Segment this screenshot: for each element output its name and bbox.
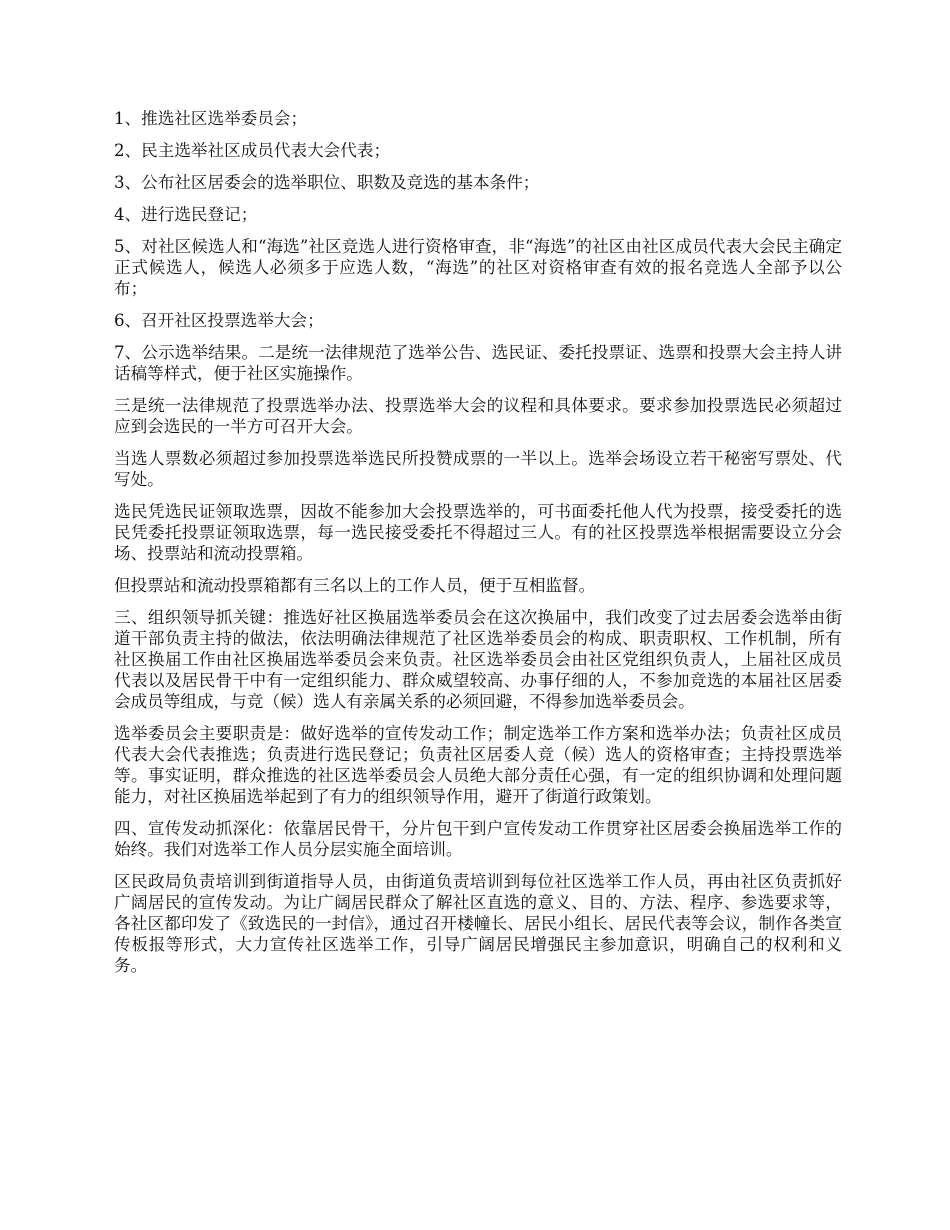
paragraph-2: 2、民主选举社区成员代表大会代表； [114, 141, 391, 160]
paragraph-8: 三是统一法律规范了投票选举办法、投票选举大会的议程和具体要求。要求参加投票选民必须超过应到会选民的一半方可召开大会。 [114, 396, 842, 436]
document-body [114, 108, 842, 987]
paragraph-4: 4、进行选民登记； [114, 205, 258, 224]
paragraph-1: 1、推选社区选举委员会； [114, 109, 308, 128]
paragraph-15: 区民政局负责培训到街道指导人员，由街道负责培训到每位社区选举工作人员，再由社区负责抓好广阔居民的宣传发动。为让广阔居民群众了解社区直选的意义、目的、方法、程序、参选要求等，各社区都印发了《致选民的一封信》，通过召开楼幢长、居民小组长、居民代表等会议，制作各类宣传板报等形式，大力宣传社区选举工作，引导广阔居民增强民主参加意识，明确自己的权利和义务。 [114, 872, 842, 975]
paragraph-13: 选举委员会主要职责是：做好选举的宣传发动工作；制定选举工作方案和选举办法；负责社区成员代表大会代表推选；负责进行选民登记；负责社区居委人竞（候）选人的资格审查；主持投票选举等。事实证明，群众推选的社区选举委员会人员绝大部分责任心强，有一定的组织协调和处理问题能力，对社区换届选举起到了有力的组织领导作用，避开了街道行政策划。 [114, 724, 842, 806]
paragraph-6: 6、召开社区投票选举大会； [114, 311, 324, 330]
paragraph-9: 当选人票数必须超过参加投票选举选民所投赞成票的一半以上。选举会场设立若干秘密写票处、代写处。 [114, 449, 842, 489]
paragraph-12: 三、组织领导抓关键：推选好社区换届选举委员会在这次换届中，我们改变了过去居委会选举由街道干部负责主持的做法，依法明确法律规范了社区选举委员会的构成、职责职权、工作机制，所有社区换届工作由社区换届选举委员会来负责。社区选举委员会由社区党组织负责人，上届社区成员代表以及居民骨干中有一定组织能力、群众威望较高、办事仔细的人，不参加竞选的本届社区居委会成员等组成，与竞（候）选人有亲属关系的必须回避，不得参加选举委员会。 [114, 608, 842, 711]
paragraph-11: 但投票站和流动投票箱都有三名以上的工作人员，便于互相监督。 [114, 576, 596, 595]
paragraph-3: 3、公布社区居委会的选举职位、职数及竞选的基本条件； [114, 173, 540, 192]
paragraph-7: 7、公示选举结果。二是统一法律规范了选举公告、选民证、委托投票证、选票和投票大会主持人讲话稿等样式，便于社区实施操作。 [114, 343, 842, 383]
paragraph-14: 四、宣传发动抓深化：依靠居民骨干，分片包干到户宣传发动工作贯穿社区居委会换届选举工作的始终。我们对选举工作人员分层实施全面培训。 [114, 819, 842, 859]
paragraph-5: 5、对社区候选人和“海选”社区竞选人进行资格审查，非“海选”的社区由社区成员代表大会民主确定正式候选人，候选人必须多于应选人数，“海选”的社区对资格审查有效的报名竞选人全部予以公布； [114, 237, 842, 298]
paragraph-10: 选民凭选民证领取选票，因故不能参加大会投票选举的，可书面委托他人代为投票，接受委托的选民凭委托投票证领取选票，每一选民接受委托不得超过三人。有的社区投票选举根据需要设立分会场、投票站和流动投票箱。 [114, 502, 842, 563]
